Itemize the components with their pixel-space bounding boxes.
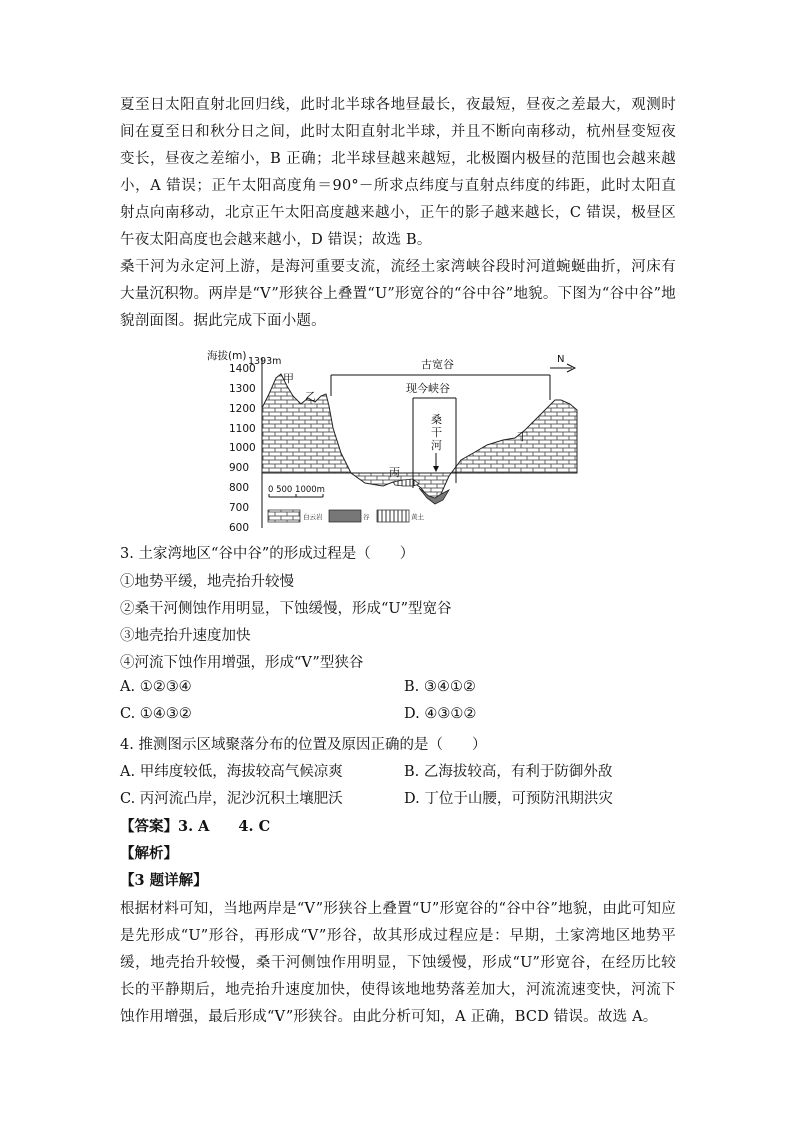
q4-option-b: B. 乙海拔较高，有利于防御外敌 [404,764,613,780]
q3-item-3: ③地壳抬升速度加快 [120,628,251,644]
q4-stem: 4. 推测图示区域聚落分布的位置及原因正确的是（ ） [120,737,487,753]
scale-bar [268,485,325,497]
legend-valley: 谷 [363,513,370,521]
explanation-paragraph-1: 夏至日太阳直射北回归线，此时北半球各地昼最长，夜最短，昼夜之差最大，观测时间在夏至日和秋分日之间，此时太阳直射北半球，并且不断向南移动，杭州昼变短夜变长，昼夜之差缩小，B 正确；北半球昼越来越短，北极圈内极昼的范围也会越来越小，A 错误；正午太阳高度角＝90°－所求点纬度与直射点纬度的纬距，此时太阳直射点向南移动，北京正午太阳高度越来越小，正午的影子越来越长，C 错误，极昼区午夜太阳高度也会越来越小，D 错误；故选 B。 [120,97,676,248]
location-yi-label: 乙 [305,390,316,403]
north-label: N [557,354,565,365]
valley-profile-figure [205,348,590,533]
location-bing-label: 丙 [389,466,400,479]
q4-option-d: D. 丁位于山腰，可预防汛期洪灾 [404,791,613,807]
y-tick: 1300 [229,383,256,395]
q3-item-2: ②桑干河侧蚀作用明显，下蚀缓慢，形成“U”型宽谷 [120,601,452,617]
location-ding-label: 丁 [517,430,528,443]
material-paragraph: 桑干河为永定河上游，是海河重要支流，流经土家湾峡谷段时河道蜿蜒曲折，河床有大量沉积物。两岸是“V”形狭谷上叠置“U”形宽谷的“谷中谷”地貌。下图为“谷中谷”地貌剖面图。据此完成下面小题。 [120,259,676,329]
y-tick: 600 [229,522,250,533]
q3-stem: 3. 土家湾地区“谷中谷”的形成过程是（ ） [120,546,415,562]
q3-item-4: ④河流下蚀作用增强，形成“V”型狭谷 [120,655,364,671]
q3-option-a: A. ①②③④ [120,679,192,695]
y-tick: 1000 [229,442,256,454]
ancient-valley-label: 古宽谷 [421,358,454,371]
q3-item-1: ①地势平缓，地壳抬升较慢 [120,574,294,590]
legend-loess: 黄土 [411,513,424,521]
y-tick: 900 [229,462,250,474]
q4-option-c: C. 丙河流凸岸，泥沙沉积土壤肥沃 [120,791,343,807]
scale-text: 0 500 1000m [268,485,325,495]
y-tick: 1400 [229,363,256,375]
modern-gorge-label: 现今峡谷 [406,382,450,395]
q3-option-c: C. ①④③② [120,706,192,722]
y-tick: 800 [229,482,250,494]
y-tick: 1100 [229,423,256,435]
q3-option-d: D. ④③①② [404,706,477,722]
peak-elevation-label: 1393m [248,356,282,367]
legend-dolomite: 白云岩 [303,513,323,521]
y-axis-title: 海拔(m) [207,350,247,362]
river-name-label: 桑干河 [431,413,442,452]
y-tick: 700 [229,502,250,514]
location-jia-label: 甲 [283,372,294,385]
y-tick-labels [229,363,256,533]
analysis-heading: 【解析】 [120,845,178,862]
q3-detail-heading: 【3 题详解】 [120,872,208,889]
q3-explanation-paragraph: 根据材料可知，当地两岸是“V”形狭谷上叠置“U”形宽谷的“谷中谷”地貌，由此可知应是先形成“U”形谷，再形成“V”形谷，故其形成过程应是：早期，土家湾地区地势平缓，地壳抬升较慢，桑干河侧蚀作用明显，下蚀缓慢，形成“U”形宽谷，在经历比较长的平静期后，地壳抬升速度加快，使得该地地势落差加大，河流流速变快，河流下蚀作用增强，最后形成“V”形狭谷。由此分析可知，A 正确，BCD 错误。故选 A。 [120,901,676,1025]
answer-line: 【答案】3. A 4. C [120,818,271,835]
q3-option-b: B. ③④①② [404,679,476,695]
q4-option-a: A. 甲纬度较低，海拔较高气候凉爽 [120,764,343,780]
river-arrow-icon [433,466,439,472]
figure-legend [268,510,425,522]
y-tick: 1200 [229,403,256,415]
